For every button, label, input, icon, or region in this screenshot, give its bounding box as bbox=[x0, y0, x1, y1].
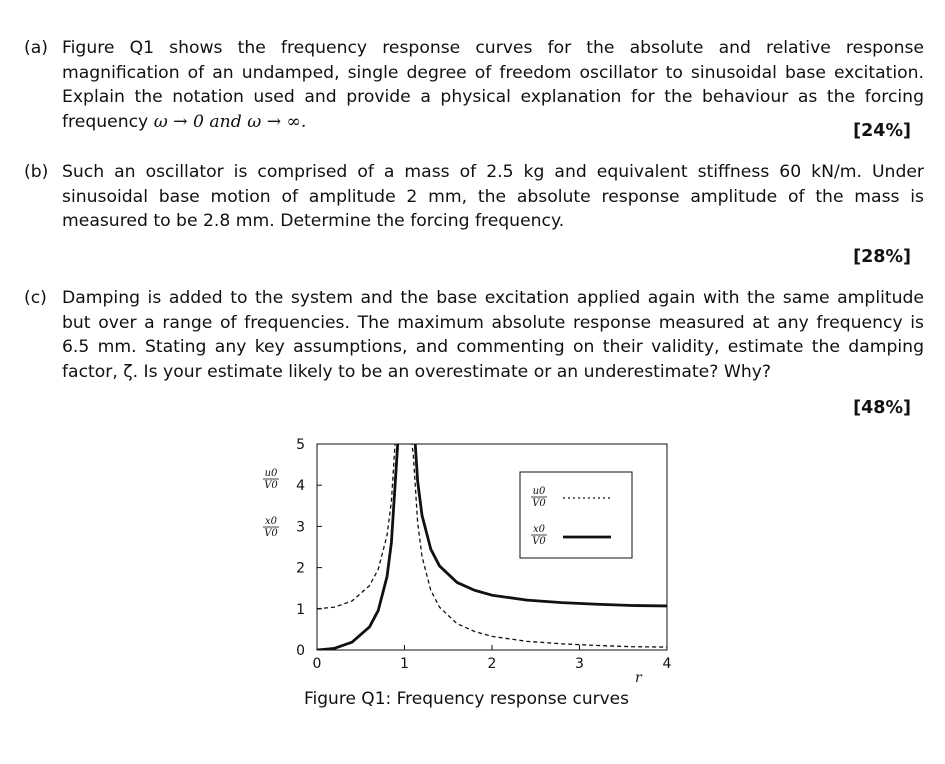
figure-caption: Figure Q1: Frequency response curves bbox=[304, 689, 629, 709]
ylabel-u0-v0 bbox=[263, 468, 279, 491]
question-b bbox=[24, 160, 924, 234]
question-a bbox=[24, 36, 924, 134]
question-a-body: Figure Q1 shows the frequency response curves for the absolute and relative response magnification of an undamped, single degree of freedom oscillator to sinusoidal base excitation. Explain the notation used and provide a physical explanation for the behaviour as the forcing frequency bbox=[62, 38, 924, 132]
ylabel-u-num: u0 bbox=[264, 468, 278, 479]
question-a-mark: [24%] bbox=[853, 121, 911, 141]
question-b-text: Such an oscillator is comprised of a mass of 2.5 kg and equivalent stiffness 60 kN/m. Under sinusoidal base motion of amplitude 2 mm, the absolute response amplitude of the mass is measured to be 2.8 mm. Determine the forcing frequency. bbox=[62, 162, 924, 231]
y-tick-label: 1 bbox=[296, 601, 305, 618]
legend-u-num: u0 bbox=[532, 486, 546, 497]
question-c-mark: [48%] bbox=[853, 398, 911, 418]
x-tick-label: 0 bbox=[312, 656, 322, 672]
question-a-math: ω → 0 and ω → ∞. bbox=[153, 111, 307, 132]
question-c-label: (c) bbox=[24, 288, 47, 308]
ylabel-x-den: V0 bbox=[264, 528, 278, 539]
xlabel: r bbox=[635, 670, 642, 686]
ylabel-x-num: x0 bbox=[264, 516, 278, 527]
question-a-text bbox=[62, 36, 924, 134]
y-tick-label: 2 bbox=[296, 560, 305, 577]
y-tick-label: 3 bbox=[296, 519, 305, 536]
question-c bbox=[24, 286, 924, 384]
ylabel-x0-v0 bbox=[263, 516, 279, 539]
series-x0-V0-segment bbox=[317, 434, 398, 650]
y-tick-label: 0 bbox=[296, 643, 305, 659]
x-tick-label: 3 bbox=[575, 656, 584, 672]
frequency-response-chart bbox=[245, 430, 685, 730]
figure-q1 bbox=[245, 430, 685, 730]
question-b-label: (b) bbox=[24, 162, 49, 182]
legend-x-den: V0 bbox=[532, 536, 546, 547]
question-a-label: (a) bbox=[24, 38, 48, 58]
y-tick-label: 5 bbox=[296, 437, 305, 453]
x-tick-label: 2 bbox=[487, 656, 497, 672]
question-c-text: Damping is added to the system and the base excitation applied again with the same amplitude but over a range of frequencies. The maximum absolute response measured at any frequency is 6.5 mm. Stating any key assumptions, and commenting on their validity, estimate the damping factor, ζ. Is your estimate likely to be an overestimate or an underestimate? Why? bbox=[62, 288, 924, 382]
x-tick-label: 1 bbox=[400, 656, 409, 672]
x-tick-label: 4 bbox=[662, 656, 672, 672]
ylabel-u-den: V0 bbox=[264, 480, 278, 491]
y-tick-label: 4 bbox=[296, 478, 305, 495]
legend bbox=[520, 472, 632, 558]
legend-x-num: x0 bbox=[532, 524, 546, 535]
question-b-mark: [28%] bbox=[853, 247, 911, 267]
legend-u-den: V0 bbox=[532, 498, 546, 509]
